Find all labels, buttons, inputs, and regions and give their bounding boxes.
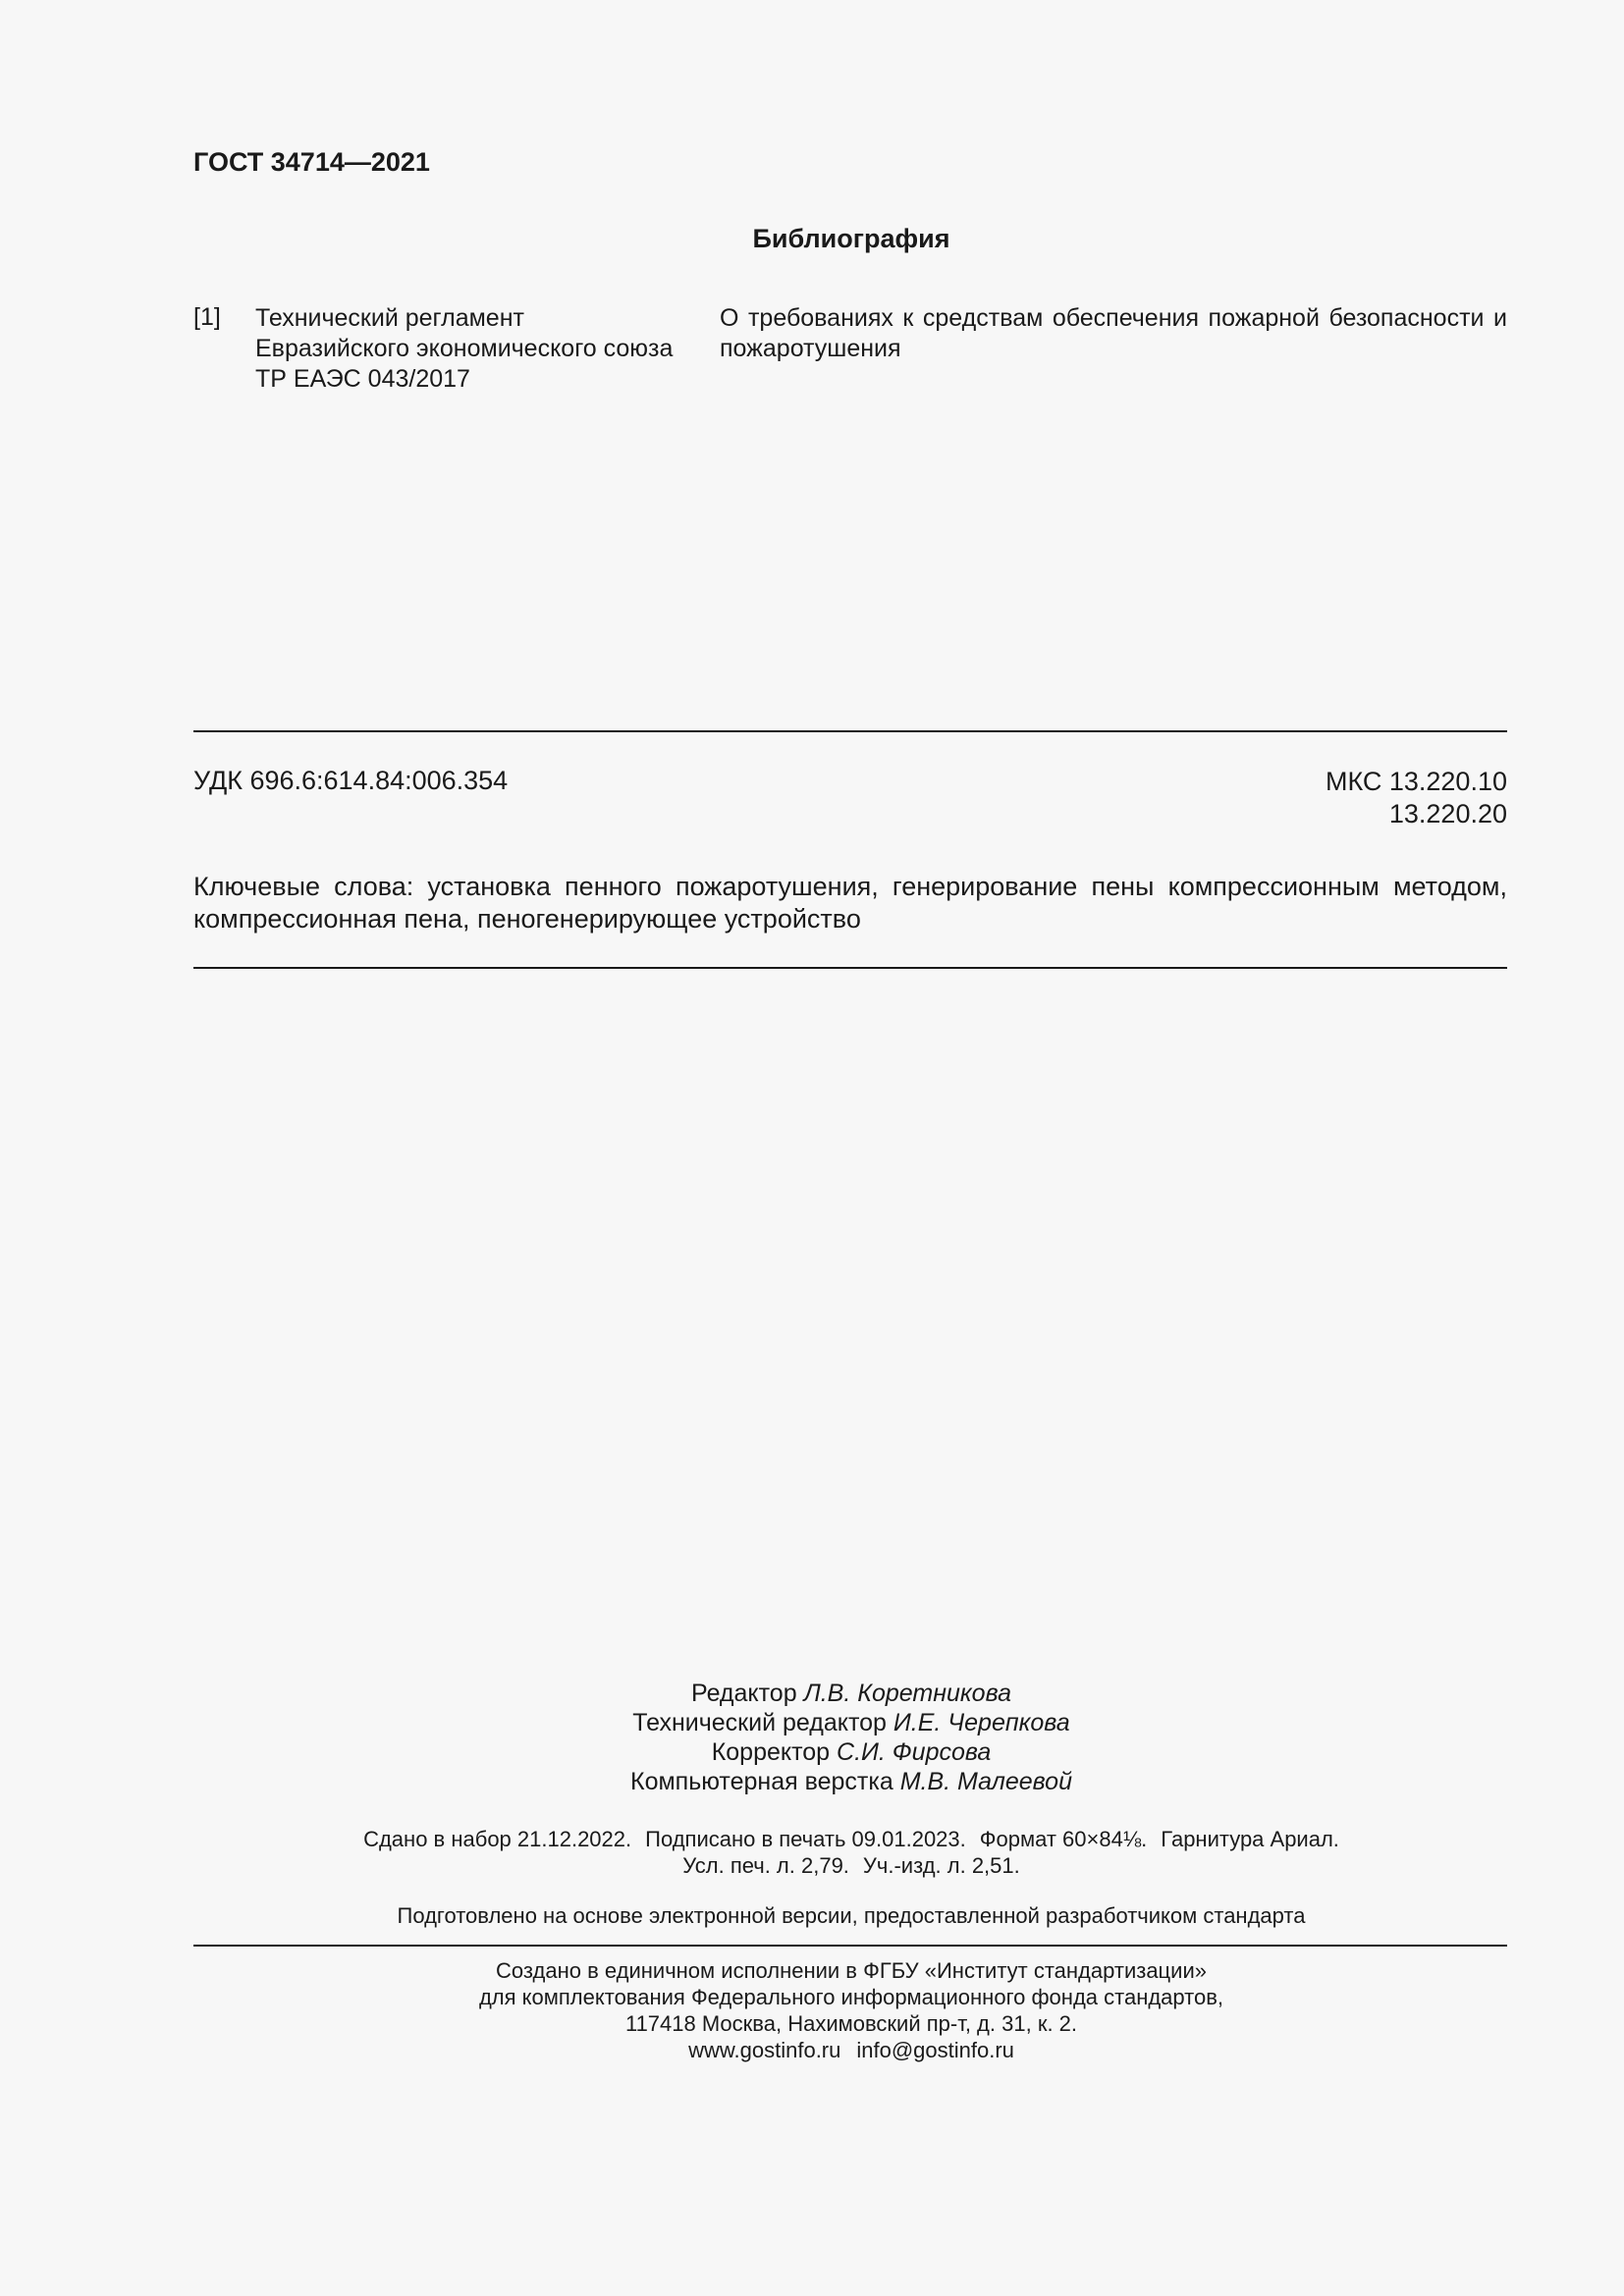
keywords: Ключевые слова: установка пенного пожаротушения, генерирование пены компрессионным методом, компрессионная пена, пеногенерирующее устройство [193,872,1507,934]
mks-code-line-2: 13.220.20 [1388,799,1507,828]
print-info-line-1: Сдано в набор 21.12.2022. Подписано в печать 09.01.2023. Формат 60×84⅛. Гарнитура Ариал. [363,1827,1339,1851]
credit-layout: Компьютерная верстка М.В. Малеевой [630,1768,1072,1795]
divider-top [193,730,1507,732]
bibliography-source-line: Технический регламент [255,304,524,332]
publisher-line-1: Создано в единичном исполнении в ФГБУ «Институт стандартизации» [496,1958,1207,1983]
bibliography-entry-number: [1] [193,303,221,331]
bibliography-entry-title: О требованиях к средствам обеспечения пожарной безопасности и пожаротушения [720,304,1507,362]
udk-code: УДК 696.6:614.84:006.354 [193,766,509,795]
publisher-line-2: для комплектования Федерального информационного фонда стандартов, [478,1985,1224,2009]
divider-middle [193,967,1507,969]
credit-technical-editor: Технический редактор И.Е. Черепкова [632,1709,1070,1736]
publisher-line-3: 117418 Москва, Нахимовский пр-т, д. 31, к. 2. [624,2011,1078,2036]
divider-bottom [193,1945,1507,1947]
publisher-email[interactable]: info@gostinfo.ru [856,2038,1014,2062]
bibliography-source-line: Евразийского экономического союза [255,335,674,362]
publisher-info [0,1957,1624,2063]
credit-editor: Редактор Л.В. Коретникова [691,1680,1011,1707]
publisher-contacts [0,2037,1624,2063]
editorial-credits [0,1679,1624,1796]
credit-proofreader: Корректор С.И. Фирсова [711,1738,992,1766]
document-code: ГОСТ 34714—2021 [193,147,430,177]
print-info-line-2: Усл. печ. л. 2,79. Уч.-изд. л. 2,51. [682,1853,1020,1878]
bibliography-heading: Библиография [752,224,950,253]
mks-code-line-1: МКС 13.220.10 [1325,767,1507,796]
prepared-note: Подготовлено на основе электронной версии, предоставленной разработчиком стандарта [397,1903,1306,1928]
print-info [0,1826,1624,1879]
mks-codes [1326,766,1507,830]
publisher-website[interactable]: www.gostinfo.ru [688,2038,841,2062]
bibliography-entry-source [255,303,687,395]
bibliography-source-line: ТР ЕАЭС 043/2017 [255,365,470,393]
